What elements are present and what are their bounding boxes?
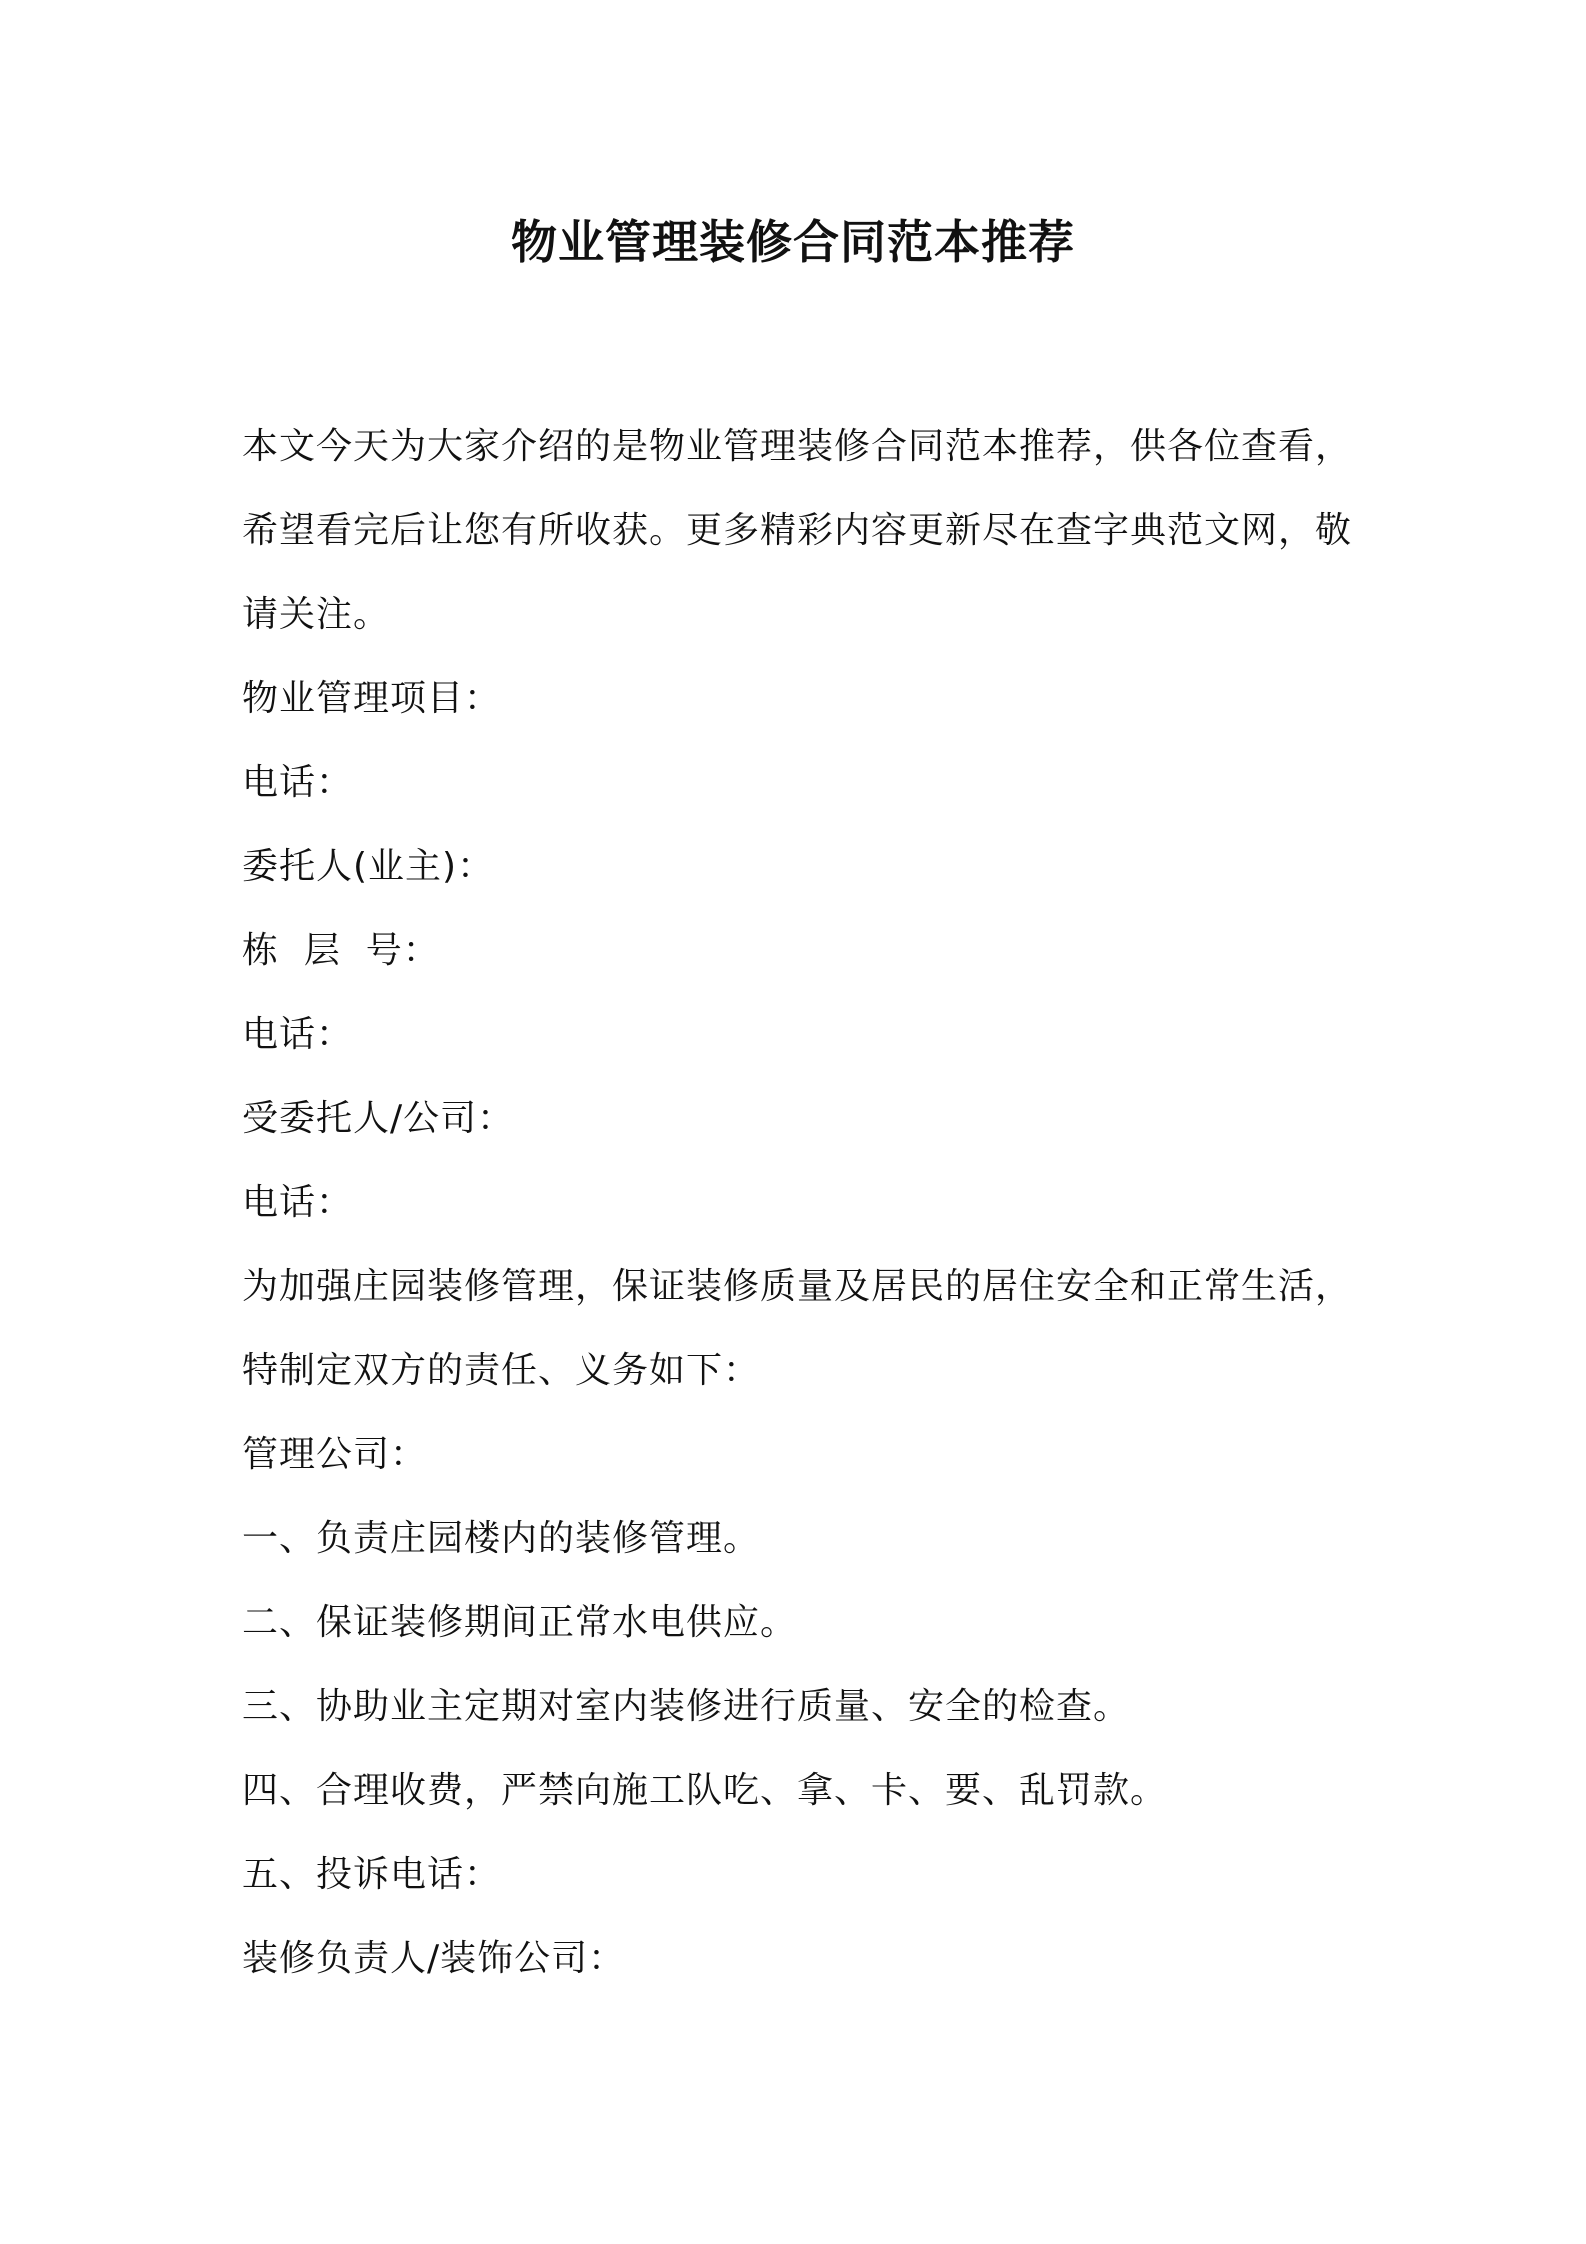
field-property-project: 物业管理项目： [242,678,502,719]
list-item: 一、负责庄园楼内的装修管理。 [242,1518,761,1559]
field-contractor-company: 受委托人/公司： [242,1098,515,1139]
purpose-paragraph: 为加强庄园装修管理，保证装修质量及居民的居住安全和正常生活，特制定双方的责任、义务如下： [242,1266,1353,1391]
list-item: 五、投诉电话： [242,1854,502,1895]
field-phone-3: 电话： [242,1182,354,1223]
field-phone-1: 电话： [242,762,354,803]
field-building-floor-number: 栋 层 号： [242,930,440,971]
list-item: 四、合理收费，严禁向施工队吃、拿、卡、要、乱罚款。 [242,1770,1168,1811]
document-title: 物业管理装修合同范本推荐 [511,215,1075,269]
section-heading-management-company: 管理公司： [242,1434,428,1475]
intro-paragraph: 本文今天为大家介绍的是物业管理装修合同范本推荐，供各位查看，希望看完后让您有所收获。更多精彩内容更新尽在查字典范文网，敬请关注。 [242,426,1353,635]
field-client-owner: 委托人(业主)： [242,846,495,887]
field-renovation-lead: 装修负责人/装饰公司： [242,1938,626,1979]
list-item: 三、协助业主定期对室内装修进行质量、安全的检查。 [242,1686,1131,1727]
document-body [242,405,1352,2001]
field-phone-2: 电话： [242,1014,354,1055]
list-item: 二、保证装修期间正常水电供应。 [242,1602,798,1643]
